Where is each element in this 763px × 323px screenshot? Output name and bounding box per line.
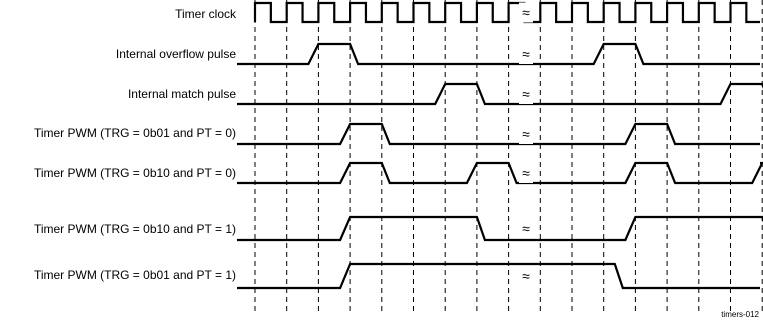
time-break-mark bbox=[519, 44, 533, 64]
time-break-symbol: ≈ bbox=[522, 220, 530, 237]
label-pwm-trg10-pt1: Timer PWM (TRG = 0b10 and PT = 1) bbox=[33, 222, 236, 236]
label-internal-overflow-pulse: Internal overflow pulse bbox=[115, 47, 236, 61]
time-break-mark bbox=[519, 219, 533, 239]
time-break-symbol: ≈ bbox=[522, 165, 530, 181]
time-break-symbol: ≈ bbox=[522, 268, 530, 284]
waveform-pwm-trg10-pt1 bbox=[237, 217, 763, 240]
label-pwm-trg10-pt0: Timer PWM (TRG = 0b10 and PT = 0) bbox=[33, 166, 236, 180]
label-internal-match-pulse: Internal match pulse bbox=[127, 87, 236, 101]
time-break-mark bbox=[519, 124, 533, 144]
time-break-symbol: ≈ bbox=[522, 86, 530, 102]
waveform-internal-overflow-pulse bbox=[237, 44, 760, 64]
waveform-pwm-trg01-pt1 bbox=[237, 264, 760, 288]
waveform-pwm-trg01-pt0 bbox=[237, 124, 760, 144]
label-timer-clock: Timer clock bbox=[175, 7, 236, 21]
time-break-mark bbox=[519, 266, 533, 286]
time-break-mark bbox=[519, 3, 533, 23]
time-break-mark bbox=[519, 84, 533, 104]
time-break-mark bbox=[519, 163, 533, 183]
label-pwm-trg01-pt1: Timer PWM (TRG = 0b01 and PT = 1) bbox=[33, 268, 236, 282]
time-break-symbol: ≈ bbox=[522, 46, 530, 62]
waveform-internal-match-pulse bbox=[237, 84, 763, 104]
waveform-timer-clock bbox=[255, 3, 760, 22]
figure-id: timers-012 bbox=[721, 310, 759, 319]
time-break-symbol: ≈ bbox=[522, 126, 530, 142]
time-break-symbol: ≈ bbox=[522, 4, 530, 21]
label-pwm-trg01-pt0: Timer PWM (TRG = 0b01 and PT = 0) bbox=[33, 126, 236, 140]
waveform-pwm-trg10-pt0 bbox=[237, 163, 763, 183]
